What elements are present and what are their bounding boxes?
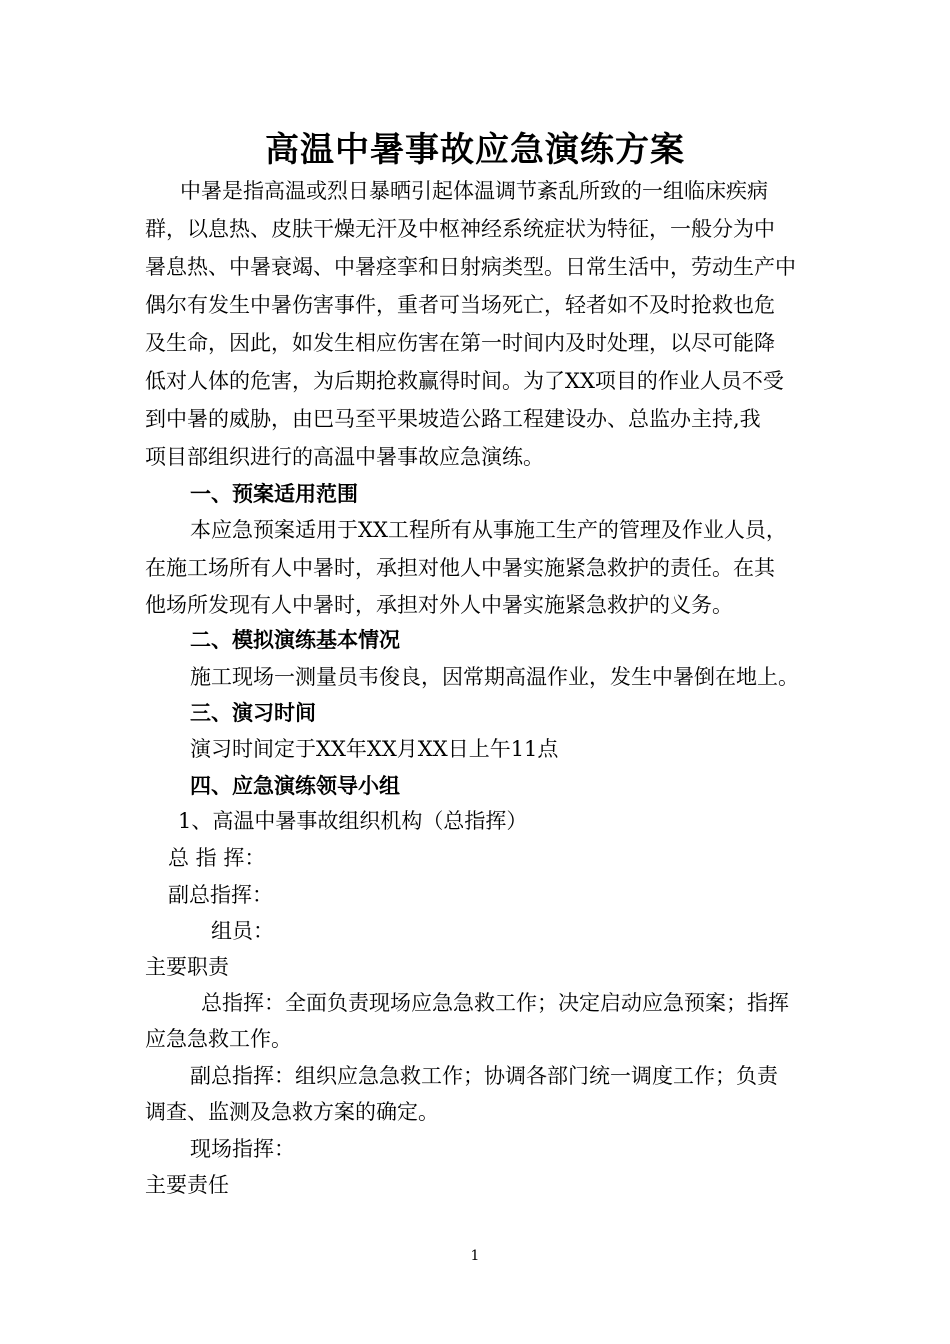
section-body-line: 本应急预案适用于XX工程所有从事施工生产的管理及作业人员， (190, 518, 787, 542)
section-heading: 四、应急演练领导小组 (190, 773, 400, 798)
deputy-commander-label: 副总指挥： (168, 883, 273, 907)
section-body-line: 演习时间定于XX年XX月XX日上午11点 (190, 737, 559, 761)
org-title: 1、高温中暑事故组织机构（总指挥） (178, 809, 528, 833)
intro-line: 偶尔有发生中暑伤害事件，重者可当场死亡，轻者如不及时抢救也危 (145, 293, 775, 317)
members-label: 组员： (211, 919, 274, 943)
commander-duty-line: 应急急救工作。 (145, 1027, 292, 1051)
deputy-duty-line: 调查、监测及急救方案的确定。 (145, 1100, 439, 1124)
intro-line: 中暑是指高温或烈日暴晒引起体温调节紊乱所致的一组临床疾病 (180, 179, 768, 203)
commander-label: 总 指 挥： (168, 846, 266, 870)
intro-line: 暑息热、中暑衰竭、中暑痉挛和日射病类型。日常生活中，劳动生产中 (145, 255, 796, 279)
section-body-line: 施工现场一测量员韦俊良，因常期高温作业，发生中暑倒在地上。 (190, 665, 799, 689)
intro-line: 低对人体的危害，为后期抢救赢得时间。为了XX项目的作业人员不受 (145, 369, 784, 393)
section-heading: 二、模拟演练基本情况 (190, 627, 400, 652)
section-body-line: 在施工场所有人中暑时，承担对他人中暑实施紧急救护的责任。在其 (145, 556, 775, 580)
page-number: 1 (470, 1248, 480, 1264)
intro-line: 项目部组织进行的高温中暑事故应急演练。 (145, 445, 544, 469)
duties-heading: 主要职责 (145, 955, 229, 979)
intro-line: 到中暑的威胁，由巴马至平果坡造公路工程建设办、总监办主持,我 (145, 407, 761, 431)
site-commander-label: 现场指挥： (190, 1137, 295, 1161)
deputy-duty-line: 副总指挥：组织应急急救工作；协调各部门统一调度工作；负责 (190, 1064, 778, 1088)
commander-duty-line: 总指挥：全面负责现场应急急救工作；决定启动应急预案；指挥 (201, 991, 789, 1015)
section-heading: 三、演习时间 (190, 700, 316, 725)
document-title: 高温中暑事故应急演练方案 (265, 130, 685, 170)
responsibility-heading: 主要责任 (145, 1173, 229, 1197)
section-body-line: 他场所发现有人中暑时，承担对外人中暑实施紧急救护的义务。 (145, 593, 733, 617)
intro-line: 及生命，因此，如发生相应伤害在第一时间内及时处理，以尽可能降 (145, 331, 775, 355)
intro-line: 群，以息热、皮肤干燥无汗及中枢神经系统症状为特征，一般分为中 (145, 217, 775, 241)
section-heading: 一、预案适用范围 (190, 481, 358, 506)
